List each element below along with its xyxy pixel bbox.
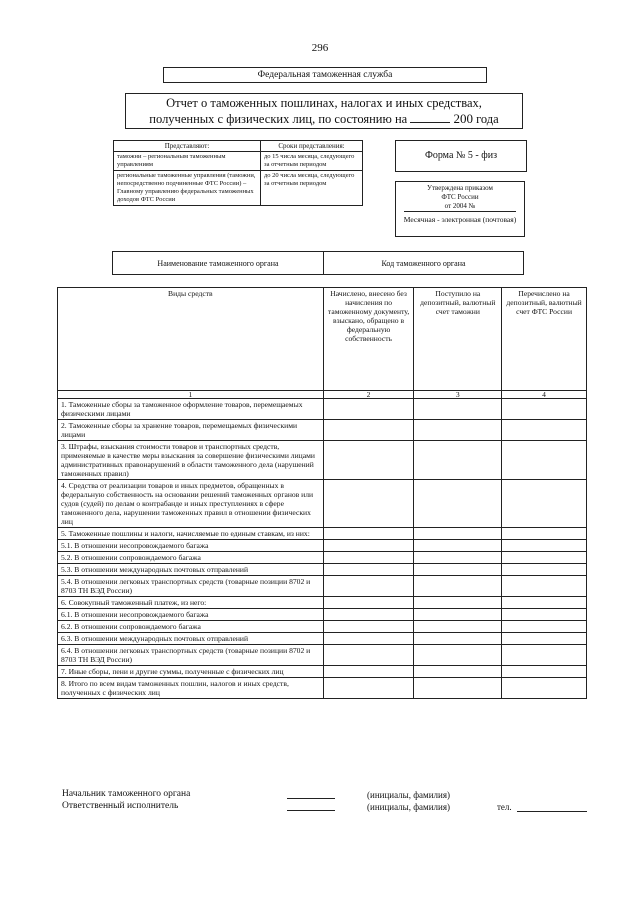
report-title-line1: Отчет о таможенных пошлинах, налогах и иных средствах,: [166, 96, 482, 110]
submission-when: до 15 числа месяца, следующего за отчетным периодом: [261, 152, 363, 171]
value-cell[interactable]: [323, 528, 414, 540]
value-cell[interactable]: [502, 552, 587, 564]
value-cell[interactable]: [502, 480, 587, 528]
value-cell[interactable]: [323, 441, 414, 480]
year-number: 200: [453, 111, 473, 126]
value-cell[interactable]: [502, 576, 587, 597]
page-number: 296: [311, 42, 329, 54]
value-cell[interactable]: [502, 540, 587, 552]
row-label: 3. Штрафы, взыскания стоимости товаров и транспортных средств, применяемые в качестве меры взыскания за совершение физическими лицами административных правонарушений в области таможенного дела (нарушений таможенных правил): [58, 441, 324, 480]
approval-line: от 2004 №: [404, 202, 516, 212]
row-label: 6.1. В отношении несопровождаемого багажа: [58, 609, 324, 621]
value-cell[interactable]: [414, 399, 502, 420]
table-row: [58, 528, 587, 540]
value-cell[interactable]: [323, 576, 414, 597]
initials-label: (инициалы, фамилия): [367, 790, 450, 800]
executor-signature-label: Ответственный исполнитель: [62, 801, 179, 811]
value-cell[interactable]: [414, 540, 502, 552]
value-cell[interactable]: [323, 540, 414, 552]
value-cell[interactable]: [323, 645, 414, 666]
table-row: [58, 678, 587, 699]
row-label: 6.3. В отношении международных почтовых отправлений: [58, 633, 324, 645]
row-label: 1. Таможенные сборы за таможенное оформление товаров, перемещаемых физическими лицами: [58, 399, 324, 420]
table-row: [58, 576, 587, 597]
row-label: 8. Итого по всем видам таможенных пошлин, налогов и иных средств, полученных с физических лиц: [58, 678, 324, 699]
year-word: года: [476, 112, 499, 126]
org-name-label: Наименование таможенного органа: [113, 252, 324, 275]
row-label: 4. Средства от реализации товаров и иных предметов, обращенных в федеральную собственность на основании решений таможенных органов или судов (судей) по делам о контрабанде и иных преступлениях в сфере таможенного дела, нарушении таможенных правил в отношении физических лиц: [58, 480, 324, 528]
title-prefix: полученных с физических лиц, по состоянию на: [149, 112, 408, 126]
submission-header-when: Сроки представления:: [261, 141, 363, 152]
value-cell[interactable]: [502, 645, 587, 666]
submission-table: [113, 140, 363, 206]
value-cell[interactable]: [414, 597, 502, 609]
tel-line: [517, 810, 587, 812]
table-row: [58, 666, 587, 678]
table-row: [58, 480, 587, 528]
value-cell[interactable]: [323, 480, 414, 528]
submission-header-who: Представляют:: [114, 141, 261, 152]
value-cell[interactable]: [502, 597, 587, 609]
tel-label: тел.: [497, 802, 512, 812]
value-cell[interactable]: [414, 552, 502, 564]
submission-who: таможни – региональным таможенным управлениям: [114, 152, 261, 171]
table-row: [58, 420, 587, 441]
org-code-label: Код таможенного органа: [324, 252, 524, 275]
table-row: [58, 441, 587, 480]
form-number: Форма № 5 - физ: [395, 140, 527, 172]
table-row: [58, 645, 587, 666]
submission-when: до 20 числа месяца, следующего за отчетным периодом: [261, 171, 363, 206]
column-header: Виды средств: [58, 288, 324, 391]
value-cell[interactable]: [414, 564, 502, 576]
service-name-box: Федеральная таможенная служба: [163, 67, 487, 83]
report-rows: [58, 399, 587, 699]
org-table: [112, 251, 524, 275]
value-cell[interactable]: [414, 645, 502, 666]
row-label: 5.1. В отношении несопровождаемого багажа: [58, 540, 324, 552]
value-cell[interactable]: [414, 576, 502, 597]
row-label: 6. Совокупный таможенный платеж, из него:: [58, 597, 324, 609]
value-cell[interactable]: [502, 633, 587, 645]
value-cell[interactable]: [323, 597, 414, 609]
value-cell[interactable]: [414, 621, 502, 633]
value-cell[interactable]: [323, 552, 414, 564]
value-cell[interactable]: [502, 666, 587, 678]
value-cell[interactable]: [323, 621, 414, 633]
column-number: 1: [58, 391, 324, 399]
column-header: Поступило на депозитный, валютный счет таможни: [414, 288, 502, 391]
value-cell[interactable]: [414, 633, 502, 645]
value-cell[interactable]: [323, 399, 414, 420]
row-label: 7. Иные сборы, пени и другие суммы, полученные с физических лиц: [58, 666, 324, 678]
row-label: 6.4. В отношении легковых транспортных средств (товарные позиции 8702 и 8703 ТН ВЭД России): [58, 645, 324, 666]
table-row: [58, 609, 587, 621]
value-cell[interactable]: [414, 480, 502, 528]
column-number: 3: [414, 391, 502, 399]
value-cell[interactable]: [502, 441, 587, 480]
value-cell[interactable]: [414, 420, 502, 441]
row-label: 2. Таможенные сборы за хранение товаров, перемещаемых физическими лицами: [58, 420, 324, 441]
table-row: [58, 540, 587, 552]
row-label: 5.3. В отношении международных почтовых отправлений: [58, 564, 324, 576]
column-number: 4: [502, 391, 587, 399]
table-row: [58, 552, 587, 564]
table-row: [58, 564, 587, 576]
value-cell[interactable]: [502, 420, 587, 441]
table-row: [58, 633, 587, 645]
head-signature-label: Начальник таможенного органа: [62, 789, 191, 799]
column-number: 2: [323, 391, 414, 399]
report-table: [57, 287, 587, 699]
value-cell[interactable]: [502, 399, 587, 420]
signature-line: [287, 809, 335, 811]
value-cell[interactable]: [502, 678, 587, 699]
value-cell[interactable]: [414, 666, 502, 678]
value-cell[interactable]: [323, 678, 414, 699]
value-cell[interactable]: [323, 609, 414, 621]
value-cell[interactable]: [414, 609, 502, 621]
table-row: [58, 399, 587, 420]
report-title: [125, 93, 523, 129]
report-title-line2: [126, 111, 522, 127]
value-cell[interactable]: [502, 564, 587, 576]
column-header: Перечислено на депозитный, валютный счет ФТС России: [502, 288, 587, 391]
column-header: Начислено, внесено без начисления по таможенному документу, взыскано, обращено в федеральную собственность: [323, 288, 414, 391]
value-cell[interactable]: [323, 666, 414, 678]
signature-line: [287, 797, 335, 799]
row-label: 5.4. В отношении легковых транспортных средств (товарные позиции 8702 и 8703 ТН ВЭД России): [58, 576, 324, 597]
value-cell[interactable]: [502, 528, 587, 540]
approval-line: Утверждена приказом: [427, 184, 493, 192]
value-cell[interactable]: [414, 678, 502, 699]
table-row: [58, 621, 587, 633]
periodicity: Месячная - электронная (почтовая): [403, 215, 517, 224]
value-cell[interactable]: [502, 609, 587, 621]
submission-who: региональные таможенные управления (таможни, непосредственно подчиненные ФТС России) – Главному управлению федеральных таможенных доходов ФТС России: [114, 171, 261, 206]
value-cell[interactable]: [323, 633, 414, 645]
value-cell[interactable]: [414, 441, 502, 480]
value-cell[interactable]: [323, 564, 414, 576]
row-label: 5.2. В отношении сопровождаемого багажа: [58, 552, 324, 564]
initials-label: (инициалы, фамилия): [367, 802, 450, 812]
value-cell[interactable]: [414, 528, 502, 540]
value-cell[interactable]: [502, 621, 587, 633]
approval-line: ФТС России: [441, 193, 479, 201]
date-blank: [410, 111, 450, 123]
row-label: 6.2. В отношении сопровождаемого багажа: [58, 621, 324, 633]
value-cell[interactable]: [323, 420, 414, 441]
table-row: [58, 597, 587, 609]
approval-box: [395, 181, 525, 237]
row-label: 5. Таможенные пошлины и налоги, начисляемые по единым ставкам, из них:: [58, 528, 324, 540]
